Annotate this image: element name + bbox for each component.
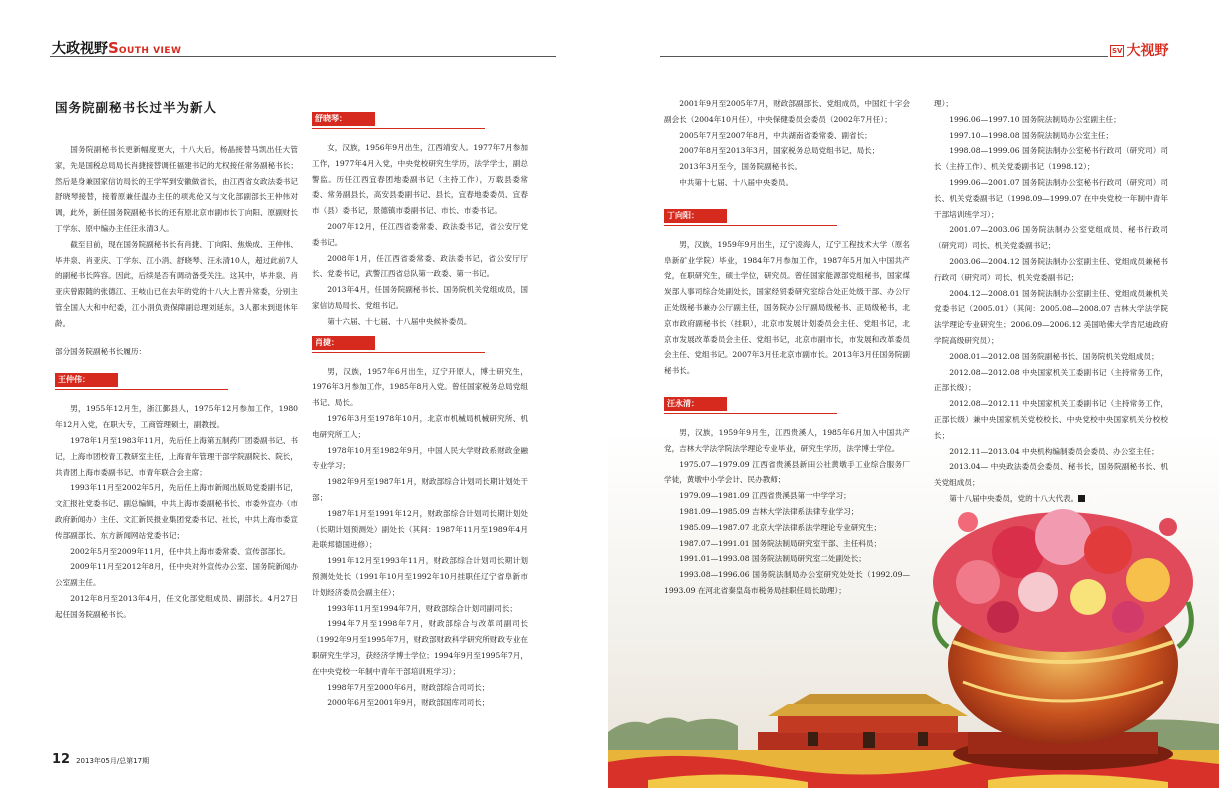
xiao-paragraph: 1976年3月至1978年10月，北京市机械局机械研究所、机电研究所工人； (312, 413, 528, 439)
wangyq-paragraph: 2001.07—2003.06 国务院法制办公室党组成员、秘书行政司（研究司）司长、机关党委副书记； (934, 225, 1168, 251)
xiao-paragraph: 2001年9月至2005年7月，财政部副部长、党组成员，中国红十字会副会长（2004年10月任），中央保健委员会委员（2002年7月任）； (664, 99, 910, 124)
name-tag-shu: 舒晓琴： (312, 112, 375, 126)
xiao-paragraph: 中共第十七届、十八届中央委员。 (679, 177, 794, 187)
wangyq-paragraph: 1981.09—1985.09 吉林大学法律系法律专业学习； (679, 506, 859, 516)
wangyq-paragraph: 2008.01—2012.08 国务院副秘书长、国务院机关党组成员； (949, 351, 1159, 361)
column-4 (934, 96, 1168, 507)
wangyq-paragraph: 1991.01—1993.08 国务院法制局研究室二处副处长； (679, 554, 866, 564)
xiao-paragraph: 男，汉族，1957年6月出生，辽宁开原人，博士研究生，1976年3月参加工作，1985年8月入党。曾任国家税务总局党组书记、局长。 (312, 366, 528, 408)
wang-paragraph: 2009年11月至2012年8月，任中央对外宣传办公室、国务院新闻办公室副主任。 (55, 562, 298, 588)
column-2 (312, 108, 528, 711)
wangyq-paragraph: 1975.07—1979.09 江西省贵溪县新田公社黄墩手工业综合服务厂学徒，黄墩中小学会计、民办教师； (664, 459, 910, 485)
xiao-paragraph: 1993年11月至1994年7月，财政部综合计划司副司长； (327, 603, 518, 613)
name-tag-wangyq: 汪永清： (664, 397, 727, 411)
wang-paragraph: 1978年1月至1983年11月，先后任上海第五制药厂团委副书记、书记，上海市团校青工教研室主任，上海青年管理干部学院副院长、院长，共青团上海市委副书记、市青年联合会主席； (55, 435, 298, 477)
folio (52, 752, 149, 767)
column-3 (664, 96, 910, 599)
wang-paragraph: 1993年11月至2002年5月，先后任上海市新闻出版局党委副书记，文汇报社党委书记、副总编辑，中共上海市委副秘书长、市委外宣办（市政府新闻办）主任、文汇新民报业集团党委书记、社长，中共上海市委宣传部副部长、东方新闻网站党委书记； (55, 483, 298, 540)
intro-paragraph: 国务院副秘书长更新幅度更大，十八大后，杨晶接替马凯出任大管家，先是国税总局局长肖捷接替调任福建书记的尤权接任常务副秘书长；然后是身兼国家信访局长的王学军到安徽做省长，由江西省女政法委书记舒晓琴接替，接着原兼任温办主任的项兆伦又与文化部副部长王仲伟对调，此外，新任国务院副秘书长的还有原北京市副市长丁向阳、原副财长丁学东、原中编办主任汪永清3人。 (55, 145, 298, 233)
article-title: 国务院副秘书长过半为新人 (55, 100, 218, 115)
xiao-paragraph: 1994年7月至1998年7月，财政部综合与改革司副司长（1992年9月至1995年7月，财政部财政科学研究所财政专业在职研究生学习，获经济学博士学位；1994年9月至1995年7月，在中央党校一年制中青年干部培训班学习）； (312, 619, 528, 676)
page-number: 12 (52, 752, 71, 767)
masthead-left (52, 38, 181, 58)
shu-paragraph: 2007年12月，任江西省委常委、政法委书记，省公安厅党委书记。 (312, 221, 528, 247)
xiao-paragraph: 2005年7月至2007年8月，中共湖南省委常委、副省长； (679, 130, 872, 140)
wangyq-paragraph: 理）； (934, 99, 953, 108)
wangyq-paragraph: 2004.12—2008.01 国务院法制办公室副主任、党组成员兼机关党委书记（2005.01）（其间：2005.08—2008.07 吉林大学法学院法学理论专业研究生；2006.09—2006.12 美国哈佛大学肯尼迪政府学院高级研究员）； (934, 288, 1168, 345)
final-sentence: 第十八届中央委员，党的十八大代表。 (949, 493, 1079, 503)
wangyq-paragraph (934, 491, 1168, 507)
masthead-right-title: 大视野 (1126, 43, 1169, 59)
shu-paragraph: 2008年1月，任江西省委常委、政法委书记，省公安厅厅长、党委书记，武警江西省总队第一政委、第一书记。 (312, 253, 528, 279)
xiao-paragraph: 1982年9月至1987年1月，财政部综合计划司长期计划处干部； (312, 477, 528, 502)
xiao-paragraph: 2000年6月至2001年9月，财政部国库司司长； (327, 698, 490, 708)
wangyq-paragraph: 1998.08—1999.06 国务院法制办公室秘书行政司（研究司）司长（主持工作）、机关党委副书记（1998.12）； (934, 146, 1168, 172)
wangyq-paragraph: 2013.04— 中央政法委员会委员、秘书长，国务院副秘书长、机关党组成员； (934, 462, 1168, 488)
column-1 (55, 142, 298, 623)
xiao-paragraph: 2007年8月至2013年3月，国家税务总局党组书记、局长； (679, 146, 880, 156)
intro-paragraph: 截至目前，现在国务院副秘书长有肖捷、丁向阳、焦焕成、王仲伟、毕井泉、肖亚庆、丁学东、江小涓、舒晓琴、汪永清10人，超过此前7人的副秘书长阵容。因此，后续是否有调动备受关注。这其中，毕井泉、肖亚庆曾跟随的张德江、王岐山已在去年的党的十八大上晋升常委，分别主管全国人大和中纪委，江小涓负责保障副总理刘延东，3人都未到退休年龄。 (55, 239, 298, 328)
end-mark-icon: V (1078, 495, 1085, 502)
wang-paragraph: 2002年5月至2009年11月，任中共上海市委常委、宣传部部长。 (70, 546, 291, 556)
xiao-paragraph: 1978年10月至1982年9月，中国人民大学财政系财政金融专业学习； (312, 445, 528, 471)
xiao-paragraph: 1998年7月至2000年6月，财政部综合司司长； (327, 682, 490, 692)
wangyq-paragraph: 1979.09—1981.09 江西省贵溪县第一中学学习； (679, 491, 851, 501)
shu-paragraph: 2013年4月，任国务院副秘书长、国务院机关党组成员，国家信访局局长、党组书记。 (312, 285, 528, 310)
wangyq-paragraph: 1999.06—2001.07 国务院法制办公室秘书行政司（研究司）司长、机关党委副书记（1998.09—1999.07 在中央党校一年制中青年干部培训班学习）； (934, 177, 1168, 219)
wangyq-paragraph: 1997.10—1998.08 国务院法制局办公室主任； (949, 130, 1114, 140)
ding-paragraph: 男，汉族，1959年9月出生，辽宁凌海人，辽宁工程技术大学（原名阜新矿业学院）毕业，1984年7月参加工作，1987年5月加入中国共产党，在职研究生，硕士学位，研究员。曾任国家能源部党组秘书，国家煤炭部人事司综合处副处长，国家经贸委研究室综合处正处级干部、办公厅正处级秘书兼办公厅副主任，国务院办公厅副局级秘书、正局级秘书，北京市政府副秘书长（挂职），北京市发展计划委员会主任、党组书记，北京市发展改革委员会主任、党组书记，北京市副市长，市发展和改革委员会主任、党组书记。2007年3月任北京市副市长。2013年3月任国务院副秘书长。 (664, 239, 910, 376)
name-tag-xiao: 肖捷： (312, 336, 375, 350)
masthead-logo-box: SV (1112, 47, 1123, 55)
xiao-paragraph: 1991年12月至1993年11月，财政部综合计划司长期计划预测处处长（1991年10月至1992年10月挂职任辽宁省阜新市计划经济委员会副主任）； (312, 556, 528, 597)
wangyq-paragraph: 2012.08—2012.08 中央国家机关工委副书记（主持常务工作，正部长级）； (934, 367, 1168, 393)
shu-paragraph: 女，汉族，1956年9月出生，江西靖安人。1977年7月参加工作，1977年4月入党，中央党校研究生学历，法学学士，副总警监。历任江西宜春团地委副书记（主持工作），万载县委常委、常务副县长，高安县委副书记、县长，宜春地委委员、宜春市（县）委书记，景德镇市委副书记、市长、市委书记。 (312, 143, 528, 216)
masthead-s: S (108, 39, 119, 57)
issue-info: 2013年05月/总第17期 (76, 757, 150, 765)
header-rule-left (50, 56, 556, 57)
xiao-paragraph: 2013年3月至今，国务院副秘书长。 (679, 162, 803, 172)
wang-paragraph: 2012年8月至2013年4月，任文化部党组成员、副部长。4月27日起任国务院副秘书长。 (55, 593, 298, 619)
name-tag-ding: 丁向阳： (664, 209, 727, 223)
resume-heading: 部分国务院副秘书长履历： (55, 346, 147, 356)
masthead-title: 大政视野 (52, 41, 108, 57)
name-tag-wang: 王仲伟： (55, 373, 118, 387)
wang-paragraph: 男，1955年12月生，浙江鄞县人，1975年12月参加工作，1980年12月入党，在职大专，工商管理硕士，副教授。 (55, 404, 298, 430)
wangyq-paragraph: 2012.11—2013.04 中央机构编制委员会委员、办公室主任； (949, 446, 1159, 456)
masthead-right (1110, 40, 1168, 60)
wangyq-paragraph: 1993.08—1996.06 国务院法制局办公室研究处处长（1992.09—1993.09 在河北省秦皇岛市税务局挂职任局长助理）； (664, 570, 910, 595)
shu-paragraph: 第十六届、十七届、十八届中央候补委员。 (327, 316, 472, 326)
wangyq-paragraph: 1985.09—1987.07 北京大学法律系法学理论专业研究生； (679, 522, 882, 532)
wangyq-paragraph: 男，汉族，1959年9月生，江西贵溪人，1985年6月加入中国共产党，吉林大学法学院法学理论专业毕业，研究生学历，法学博士学位。 (664, 427, 910, 453)
wangyq-paragraph: 1987.07—1991.01 国务院法制局研究室干部、主任科员； (679, 538, 882, 548)
xiao-paragraph: 1987年1月至1991年12月，财政部综合计划司长期计划处（长期计划预测处）副处长（其间：1987年11月至1989年4月赴联邦德国进修）； (312, 508, 528, 550)
header-rule-right (660, 56, 1108, 57)
masthead-sub: OUTH VIEW (118, 46, 182, 56)
wangyq-paragraph: 2003.06—2004.12 国务院法制办公室副主任、党组成员兼秘书行政司（研究司）司长、机关党委副书记； (934, 256, 1168, 282)
wangyq-paragraph: 2012.08—2012.11 中央国家机关工委副书记（主持常务工作，正部长级）兼中央国家机关党校校长、中央党校中央国家机关分校校长； (934, 399, 1168, 440)
wangyq-paragraph: 1996.06—1997.10 国务院法制局办公室副主任； (949, 114, 1121, 124)
